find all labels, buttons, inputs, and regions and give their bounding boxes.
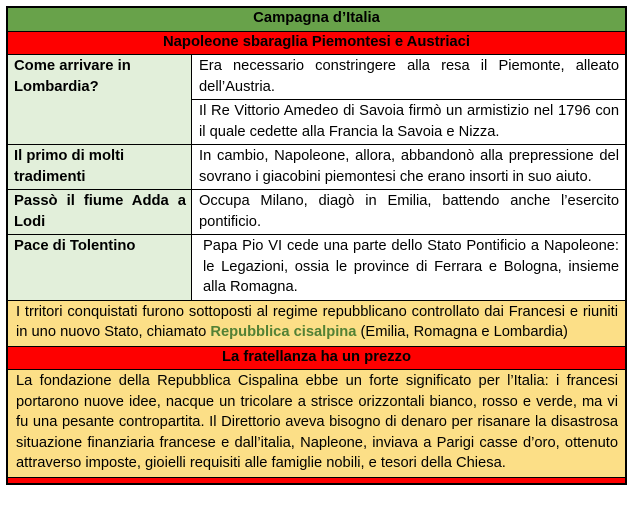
summary-cisalpina-text-after: (Emilia, Romagna e Lombardia) [356, 324, 568, 340]
content-cell-papa-pio: Papa Pio VI cede una parte dello Stato Pontificio a Napoleone: le Legazioni, ossia le province di Ferrara e Bologna, insieme alla Romagna. [203, 238, 619, 295]
table-row-come-arrivare [8, 55, 625, 145]
table-title: Campagna d’Italia [8, 8, 625, 32]
cutoff-red-row [8, 478, 625, 483]
table-row-tradimenti [8, 145, 625, 190]
row-label-come-arrivare: Come arrivare in Lombardia? [8, 55, 192, 144]
row-label-adda-lodi: Passò il fiume Adda a Lodi [8, 190, 192, 234]
row-content-come-arrivare [192, 55, 625, 144]
content-cell-occupa-milano: Occupa Milano, diagò in Emilia, battendo anche l’esercito pontificio. [199, 193, 619, 230]
row-content-tradimenti [192, 145, 625, 189]
napoleon-campaign-table [6, 6, 627, 485]
banner-napoleone-sbaraglia: Napoleone sbaraglia Piemontesi e Austriaci [8, 32, 625, 56]
summary-cisalpina-text-before: I trritori conquistati furono sottoposti al regime repubblicano controllato dai Francesi e riuniti in uno nuovo Stato, chiamato [16, 303, 618, 340]
summary-repubblica-cisalpina [8, 301, 625, 347]
table-row-tolentino [8, 235, 625, 301]
row-label-tolentino: Pace di Tolentino [8, 235, 192, 300]
banner-fratellanza-prezzo: La fratellanza ha un prezzo [8, 347, 625, 371]
content-cell-giacobini: In cambio, Napoleone, allora, abbandonò alla prepressione del sovrano i giacobini piemontesi che erano insorti in suo aiuto. [199, 148, 619, 185]
row-content-adda-lodi [192, 190, 625, 234]
table-row-adda-lodi [8, 190, 625, 235]
content-cell-piemonte: Era necessario constringere alla resa il Piemonte, alleato dell’Austria. [199, 58, 619, 95]
summary-cisalpina-highlight: Repubblica cisalpina [210, 324, 357, 340]
summary-fondazione-repubblica: La fondazione della Repubblica Cispalina ebbe un forte significato per l’Italia: i francesi portarono nuove idee, nacque un tricolare a strisce orizzontali bianco, rosso e verde, ma vi fu una pesante contropartita. Il Direttorio aveva bisogno di denaro per risanare la disastrosa situazione finanziaria francese e dall’italia, Napleone, inviava a Parigi casse d’oro, ottenuto attraverso imposte, gioielli requisiti alle famiglie nobili, e tesori della Chiesa. [8, 370, 625, 478]
row-content-tolentino [192, 235, 625, 300]
content-cell-armistizio: Il Re Vittorio Amedeo di Savoia firmò un armistizio nel 1796 con il quale cedette alla Francia la Savoia e Nizza. [192, 99, 625, 144]
row-label-tradimenti: Il primo di molti tradimenti [8, 145, 192, 189]
